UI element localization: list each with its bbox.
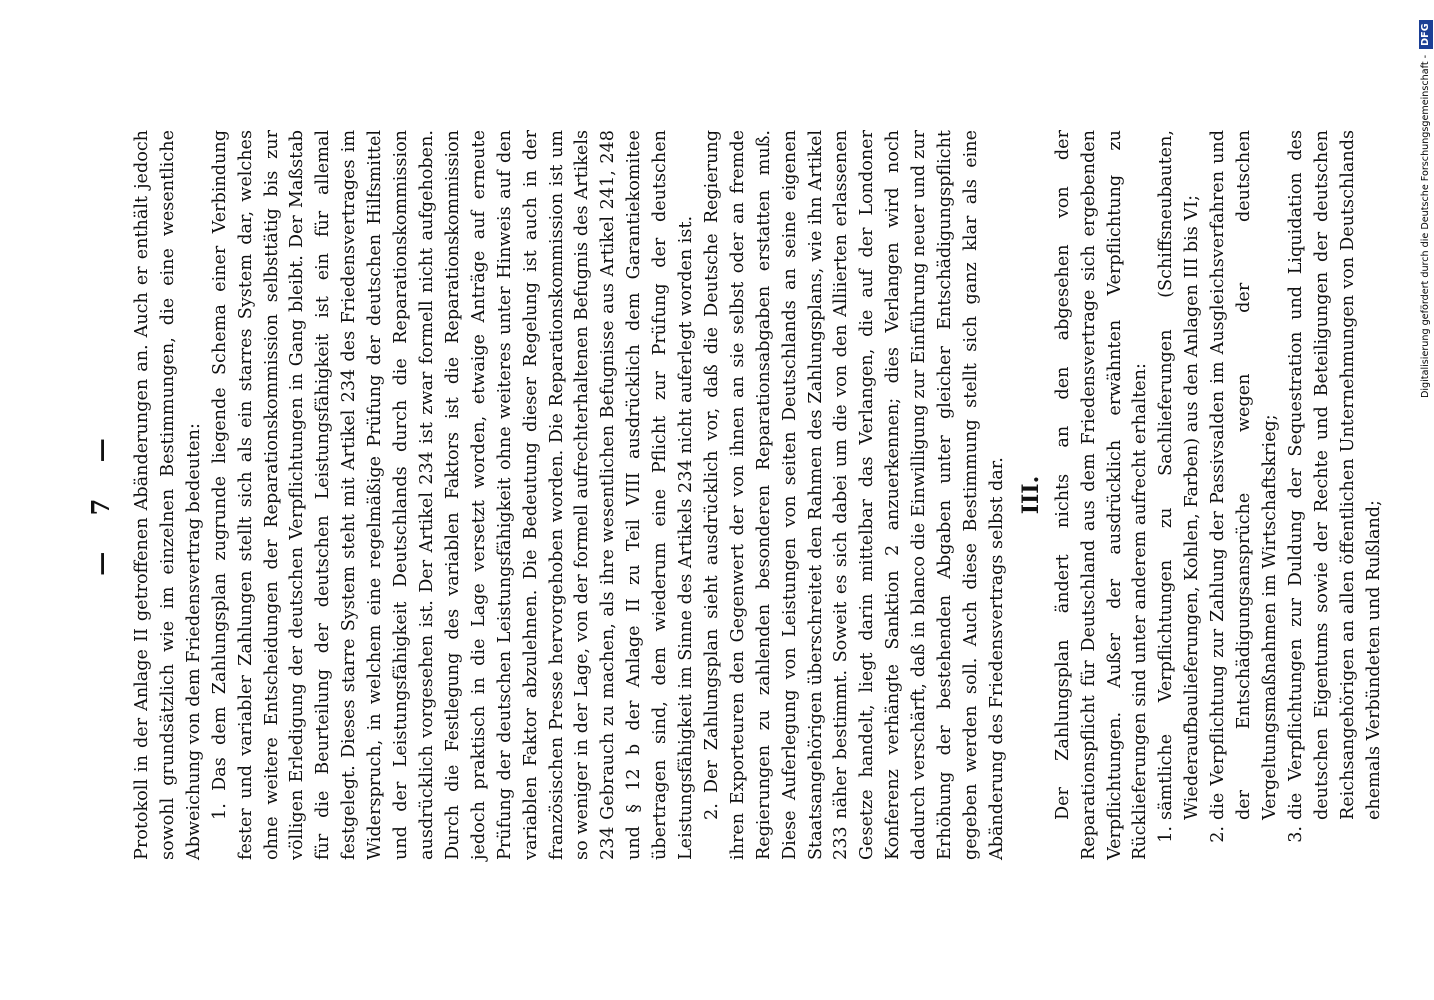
- paragraph-2: 2. Der Zahlungsplan sieht ausdrücklich vor, daß die Deutsche Regierung ihren Exporteuren den Gegenwert der von ihnen an sie selbst oder an fremde Regierungen zu zahlenden besonderen Reparationsabgaben erstatten muß. Diese Auferlegung von Leistungen von seiten Deutschlands an seine eigenen Staatsangehörigen überschreitet den Rahmen des Zahlungsplans, wie ihn Artikel 233 näher bestimmt. Soweit es sich dabei um die von den Alliierten erlassenen Gesetze handelt, liegt darin mittelbar das Verlangen, die auf der Londoner Konferenz verhängte Sanktion 2 anzuerkennen; dies Verlangen wird noch dadurch verschärft, daß in blanco die Einwilligung zur Einführung neuer und zur Erhöhung der bestehenden Abgaben unter gleicher Entschädigungspflicht gegeben werden soll. Auch diese Bestimmung stellt sich ganz klar als eine Abänderung des Friedensvertrags selbst dar.: [701, 130, 1007, 860]
- document-body: [130, 130, 1388, 860]
- dfg-logo: DFG: [1419, 20, 1433, 48]
- digitization-credit: [1418, 8, 1434, 398]
- section-heading: III.: [1017, 475, 1044, 515]
- list-item-number: 1.: [1156, 826, 1177, 843]
- list-item-number: 3.: [1285, 826, 1306, 843]
- continuation-paragraph: Protokoll in der Anlage II getroffenen Abänderungen an. Auch er enthält jedoch sowohl grundsätzlich wie im einzelnen Bestimmungen, die eine wesentliche Abweichung von dem Friedensvertrag bedeuten:: [132, 130, 204, 860]
- page-number: — 7 —: [86, 424, 115, 576]
- list-item-text: die Verpflichtungen zur Duldung der Sequestration und Liquidation des deutschen Eigentums sowie der Rechte und Beteiligungen der deutschen Reichsangehörigen an allen öffentlichen Unternehmungen von Deutschlands ehemals Verbündeten und Rußland;: [1285, 130, 1384, 820]
- list-item: [1284, 130, 1388, 860]
- list-item-text: sämtliche Verpflichtungen zu Sachlieferungen (Schiffsneubauten, Wiederaufbaulieferungen, Kohlen, Farben) aus den Anlagen III bis VI;: [1156, 130, 1203, 820]
- digitization-credit-text: Digitalisierung gefördert durch die Deutsche Forschungsgemeinschaft -: [1420, 54, 1431, 398]
- list-item: [1206, 130, 1284, 860]
- list-item: [1154, 130, 1206, 860]
- list-item-text: die Verpflichtung zur Zahlung der Passivsalden im Ausgleichsverfahren und der Entschädigungsansprüche wegen der deutschen Vergeltungsmaßnahmen im Wirtschaftskrieg;: [1208, 130, 1280, 820]
- list-item-number: 2.: [1208, 826, 1229, 843]
- section-intro: Der Zahlungsplan ändert nichts an den abgesehen von der Reparationspflicht für Deutschland aus dem Friedensvertrage sich ergebenden Verpflichtungen. Außer der ausdrücklich erwähnten Verpflichtung zu Rücklieferungen sind unter anderem aufrecht erhalten:: [1052, 130, 1151, 860]
- paragraph-1: 1. Das dem Zahlungsplan zugrunde liegende Schema einer Verbindung fester und variabler Zahlungen stellt sich als ein starres System dar, welches ohne weitere Entscheidungen der Reparationskommission selbsttätig bis zur völligen Erledigung der deutschen Verpflichtungen in Gang bleibt. Der Maßstab für die Beurteilung der deutschen Leistungsfähigkeit ist ein für allemal festgelegt. Dieses starre System steht mit Artikel 234 des Friedensvertrages im Widerspruch, in welchem eine regelmäßige Prüfung der deutschen Hilfsmittel und der Leistungsfähigkeit Deutschlands durch die Reparationskommission ausdrücklich vorgesehen ist. Der Artikel 234 ist zwar formell nicht aufgehoben. Durch die Festlegung des variablen Faktors ist die Reparationskommission jedoch praktisch in die Lage versetzt worden, etwaige Anträge auf erneute Prüfung der deutschen Leistungsfähigkeit ohne weiteres unter Hinweis auf den variablen Faktor abzulehnen. Die Bedeutung dieser Regelung ist auch in der französischen Presse hervorgehoben worden. Die Reparationskommission ist um so weniger in der Lage, von der formell aufrechterhaltenen Befugnis des Artikels 234 Gebrauch zu machen, als ihre wesentlichen Befugnisse aus Artikel 241, 248 und § 12 b der Anlage II zu Teil VIII ausdrücklich dem Garantiekomitee übertragen sind, dem wiederum eine Pflicht zur Prüfung der deutschen Leistungsfähigkeit im Sinne des Artikels 234 nicht auferlegt worden ist.: [209, 130, 697, 860]
